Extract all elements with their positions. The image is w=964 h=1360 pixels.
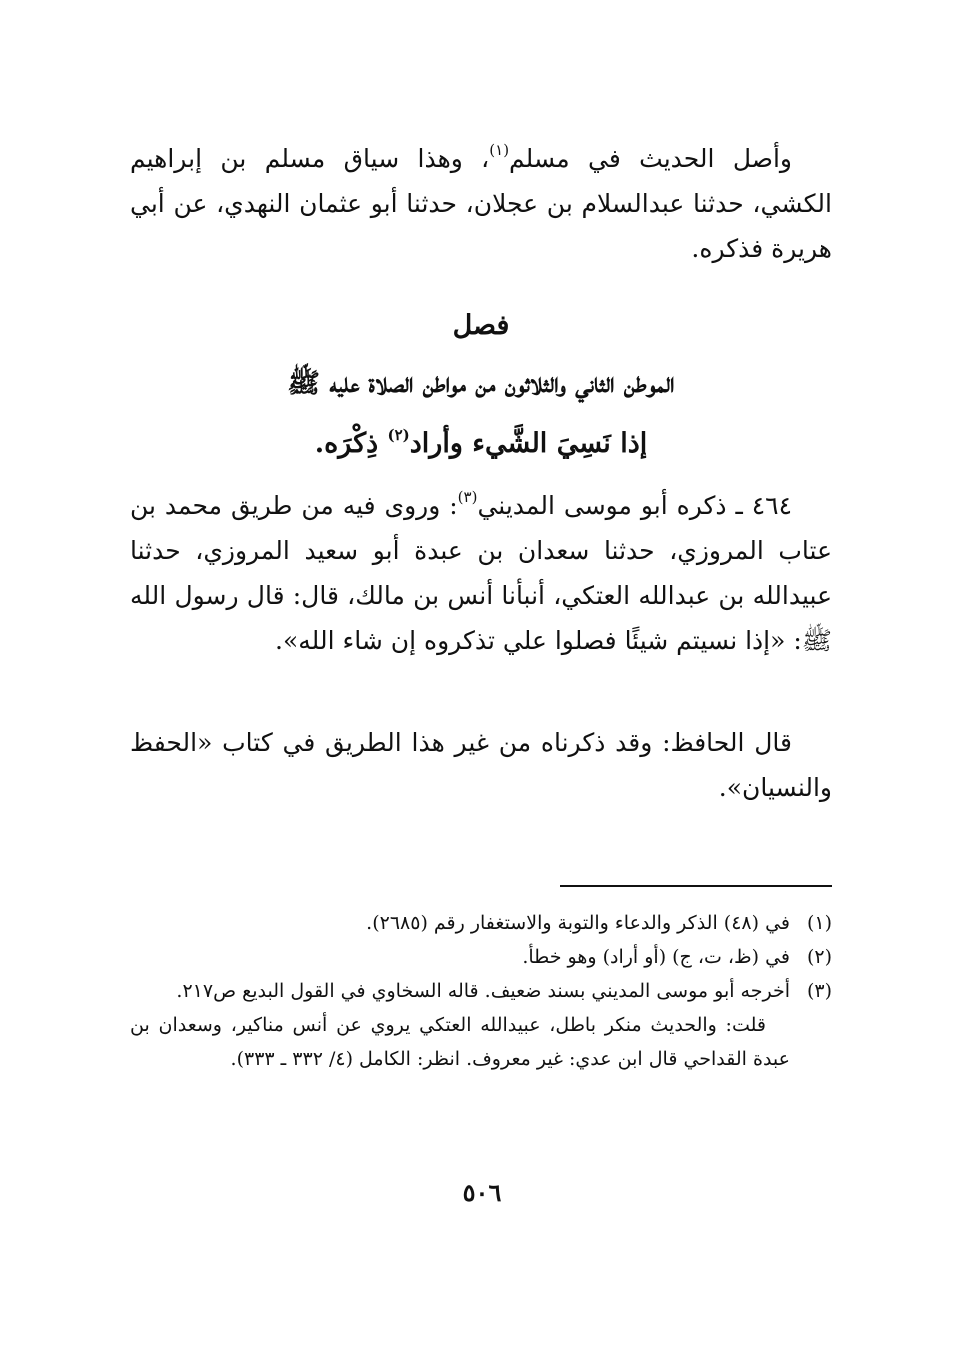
section-label: فصل [452, 310, 510, 341]
footnote-ref-3[interactable]: (٣) [457, 488, 478, 506]
heading-line-2 [130, 418, 832, 470]
intro-text-end: ، وهذا سياق مسلم بن إبراهيم الكشي، حدثنا عبدالسلام بن عجلان، حدثنا أبو عثمان النهدي، عن أبي هريرة فذكره. [130, 144, 832, 263]
footnote-ref-1[interactable]: (١) [489, 141, 510, 159]
footnote-item [130, 940, 832, 974]
page-number: ٥٠٦ [462, 1178, 502, 1207]
footnote-text: في (ظ، ت، ج) (أو أراد) وهو خطأ. [522, 946, 790, 968]
footnote-number: (١) [806, 912, 832, 934]
footnote-number: (٢) [806, 946, 832, 968]
intro-paragraph [130, 136, 832, 271]
footnotes-section [130, 906, 832, 1076]
footnote-separator [560, 885, 832, 887]
footnote-ref-2[interactable]: (٢) [387, 426, 410, 444]
intro-text-start: وأصل الحديث في مسلم [509, 144, 792, 173]
hadith-text-end: : وروى فيه من طريق محمد بن عتاب المروزي، حدثنا سعدان بن عبدة أبو سعيد المروزي، حدثنا عبيدالله بن عبدالله العتكي، أنبأنا أنس بن مالك، قال: قال رسول الله ﷺ: «إذا نسيتم شيئًا فصلوا علي تذكروه إن شاء الله». [130, 491, 832, 655]
heading-text-start: إذا نَسِيَ الشَّيء وأراد [409, 428, 648, 459]
heading-text-end: ذِكْرَه. [314, 428, 388, 459]
heading-line-1: الموطن الثاني والثلاثون من مواطن الصلاة عليه ﷺ [287, 368, 675, 399]
hadith-paragraph [130, 483, 832, 663]
footnote-item [130, 974, 832, 1008]
footnote-text: في (٤٨) الذكر والدعاء والتوبة والاستغفار رقم (٢٦٨٥). [366, 912, 790, 934]
footnote-continuation: قلت: والحديث منكر باطل، عبيدالله العتكي يروي عن أنس مناكير، وسعدان بن عبدة القداحي قال ابن عدي: غير معروف. انظر: الكامل (٤/ ٣٣٢ ـ ٣٣٣). [130, 1014, 790, 1070]
footnote-text: أخرجه أبو موسى المديني بسند ضعيف. قاله السخاوي في القول البديع ص٢١٧. [176, 980, 790, 1002]
footnote-number: (٣) [806, 980, 832, 1002]
hadith-text-start: ٤٦٤ ـ ذكره أبو موسى المديني [477, 491, 793, 520]
footnote-item [130, 906, 832, 940]
closing-paragraph: قال الحافظ: وقد ذكرناه من غير هذا الطريق في كتاب «الحفظ والنسيان». [130, 728, 832, 802]
